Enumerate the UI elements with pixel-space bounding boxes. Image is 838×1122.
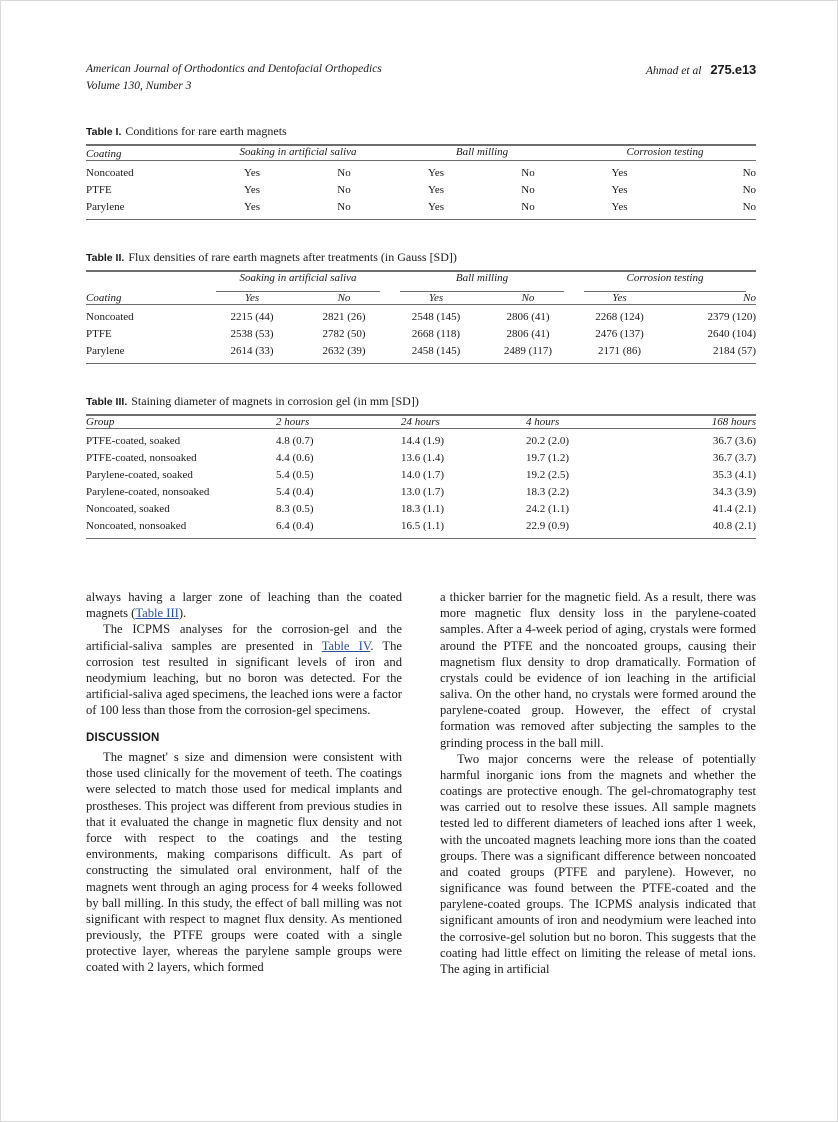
table-1-r2-c1: No [337, 200, 351, 213]
para2-text-b: . The corrosion test resulted in significant levels of iron and neodymium leaching, but no boron was detected. For the artificial-saliva aged specimens, the leached ions were a factor of 100 less than those from the corrosion-gel specimens. [86, 638, 402, 718]
table-2-r2-c4: 2171 (86) [597, 345, 642, 358]
table-3-r3-c1: 13.0 (1.7) [401, 486, 445, 499]
table-row [86, 160, 756, 181]
table-1-group-soaking: Soaking in artificial saliva [239, 146, 357, 159]
table-2-caption [86, 250, 756, 265]
table-2-block [86, 250, 756, 364]
table-3-r3-c0: 5.4 (0.4) [276, 486, 314, 499]
table-2-r1-c1: 2782 (50) [322, 328, 366, 341]
table-1-r0-c0: Yes [243, 166, 260, 179]
table-2-r2-coating: Parylene [86, 345, 125, 358]
table-3-body [86, 429, 756, 539]
table-2-title: Flux densities of rare earth magnets after treatments (in Gauss [SD]) [128, 249, 457, 264]
table-row [86, 429, 756, 450]
table-1-r0-c4: Yes [611, 166, 628, 179]
table-3-r0-c0: 4.8 (0.7) [276, 435, 314, 448]
table-2-r2-c3: 2489 (117) [503, 345, 553, 358]
table-3-r3-group: Parylene-coated, nonsoaked [86, 486, 210, 499]
table-1-r0-c5: No [742, 166, 757, 179]
table-2-r0-c2: 2548 (145) [411, 311, 461, 324]
table-3-col-group: Group [86, 416, 115, 429]
table-3-r4-group: Noncoated, soaked [86, 503, 170, 516]
table-3-r0-c3: 36.7 (3.6) [712, 435, 756, 448]
table-3-col-168h: 168 hours [711, 416, 756, 429]
table-2-stub-header: Coating [86, 292, 122, 305]
table-1 [86, 144, 756, 219]
table-3-r1-c0: 4.4 (0.6) [276, 452, 314, 465]
table-2-group-ballmilling [390, 271, 574, 292]
paragraph-discussion-1-cont: a thicker barrier for the magnetic field. As a result, there was more magnetic flux density loss in the parylene-coated samples. After a 4-week period of aging, crystals were formed around the PTFE and the noncoated groups, causing their magnetism flux density to drop dramatically. Formation of crystals could be evidence of ion leaching in the artificial saliva. On the other hand, no crystals were formed around the parylene-coated group. However, the effect of crystal formation was removed after subjecting the samples to the grinding process in the ball mill. [440, 590, 756, 750]
table-2-subheader-row [86, 292, 756, 305]
paragraph-discussion-2: Two major concerns were the release of potentially harmful inorganic ions from the magnets and whether the coatings are protective enough. The gel-chromatography test was carried out to resolve these issues. All sample magnets tested led to different diameters of leached ions after 1 week, with the uncoated magnets leaching more ions than the coated groups. There was a significant difference between noncoated and coated groups (PTFE and parylene). However, no significance was found between the PTFE-coated and the parylene-coated groups. The ICPMS analysis indicated that significant amounts of iron and neodymium were leached into the corrosive-gel solution but no boron. This suggests that the coating had little effect on limiting the release of metal ions. The aging in artificial [440, 751, 756, 976]
table-4-crossref-link[interactable]: Table IV [321, 638, 371, 653]
table-3-header-row [86, 415, 756, 429]
table-1-r1-c2: Yes [427, 183, 444, 196]
table-2-r0-c4: 2268 (124) [595, 311, 644, 324]
table-1-caption [86, 124, 756, 139]
table-2-r1-c2: 2668 (118) [411, 328, 461, 341]
table-1-r0-coating: Noncoated [86, 166, 134, 179]
table-2-r1-c0: 2538 (53) [230, 328, 274, 341]
table-2-r1-coating: PTFE [86, 328, 112, 341]
table-3-r4-c0: 8.3 (0.5) [276, 503, 314, 516]
table-2-sub-0: Yes [244, 292, 260, 305]
table-3-r0-c2: 20.2 (2.0) [526, 435, 570, 448]
table-2-r2-c0: 2614 (33) [230, 345, 274, 358]
table-1-r1-c1: No [337, 183, 351, 196]
table-1-stub-header: Coating [86, 147, 122, 160]
section-heading-discussion: DISCUSSION [86, 732, 160, 745]
paragraph-discussion-1: The magnet' s size and dimension were consistent with those used clinically for the movement of teeth. The coatings were selected to match those used for medical implants and prostheses. This project was different from previous studies in that it evaluated the change in magnetic flux density and not force with respect to the coatings and the testing environments, making comparisons difficult. As part of constructing the simulated oral environment, half of the magnets went through an aging process for 4 weeks followed by ball milling. In this study, the effect of ball milling was not significant with respect to magnet flux density. As mentioned previously, the PTFE groups were coated with a single protective layer, whereas the parylene sample groups were coated with 2 layers, which formed [86, 750, 402, 975]
table-2-r1-c5: 2640 (104) [707, 328, 757, 341]
table-row [86, 467, 756, 484]
table-3 [86, 414, 756, 539]
table-2-r1-c3: 2806 (41) [506, 328, 550, 341]
paragraph-icpms [86, 621, 402, 718]
table-1-number: Table I. [86, 126, 122, 139]
table-row [86, 198, 756, 219]
table-1-r1-c5: No [742, 183, 757, 196]
table-row [86, 326, 756, 343]
table-3-r2-group: Parylene-coated, soaked [86, 469, 193, 482]
para1-text-b: ). [178, 606, 187, 621]
table-3-r2-c0: 5.4 (0.5) [276, 469, 314, 482]
table-1-group-corrosion: Corrosion testing [626, 146, 704, 159]
table-2-r0-coating: Noncoated [86, 311, 134, 324]
table-3-r4-c1: 18.3 (1.1) [401, 503, 445, 516]
table-3-title: Staining diameter of magnets in corrosion gel (in mm [SD]) [131, 394, 419, 409]
column-right [440, 589, 756, 1059]
table-1-r2-coating: Parylene [86, 200, 125, 213]
page-number: 275.e13 [710, 62, 756, 77]
table-3-col-24h: 24 hours [401, 416, 440, 429]
table-2-r2-c2: 2458 (145) [411, 345, 461, 358]
page-content [86, 61, 756, 539]
authors-citation: Ahmad et al [645, 65, 702, 77]
table-2-group-corrosion-label: Corrosion testing [626, 271, 704, 284]
table-1-r0-c3: No [521, 166, 535, 179]
paragraph-continuation [86, 589, 402, 621]
table-1-r0-c2: Yes [427, 166, 444, 179]
table-1-r2-c5: No [742, 200, 757, 213]
table-3-r1-c1: 13.6 (1.4) [401, 452, 445, 465]
table-2-group-soaking-label: Soaking in artificial saliva [239, 271, 357, 284]
table-3-r1-c2: 19.7 (1.2) [526, 452, 570, 465]
table-3-col-4h: 4 hours [526, 416, 560, 429]
table-3-col-2h: 2 hours [276, 416, 310, 429]
table-3-r0-group: PTFE-coated, soaked [86, 435, 181, 448]
table-3-r5-group: Noncoated, nonsoaked [86, 520, 187, 533]
table-3-r2-c2: 19.2 (2.5) [526, 469, 570, 482]
table-1-r1-c4: Yes [611, 183, 628, 196]
table-1-foot [86, 219, 756, 220]
table-2-sub-4: Yes [612, 292, 627, 305]
table-row [86, 305, 756, 326]
table-2-r0-c5: 2379 (120) [707, 311, 757, 324]
table-row [86, 450, 756, 467]
table-2-body [86, 305, 756, 364]
table-2-r0-c3: 2806 (41) [506, 311, 550, 324]
journal-info [86, 61, 382, 94]
table-row [86, 501, 756, 518]
table-1-group-ballmilling: Ball milling [455, 146, 509, 159]
table-2-sub-1: No [337, 292, 351, 305]
column-left [86, 589, 402, 1059]
table-1-r1-c0: Yes [243, 183, 260, 196]
page-identifier [646, 61, 756, 80]
table-3-r3-c2: 18.3 (2.2) [526, 486, 570, 499]
table-2-r2-c5: 2184 (57) [712, 345, 757, 358]
table-2-r0-c1: 2821 (26) [322, 311, 366, 324]
table-3-r4-c2: 24.2 (1.1) [526, 503, 570, 516]
para1-text-a: always having a larger zone of leaching than the coated magnets ( [86, 590, 402, 621]
table-1-body [86, 160, 756, 219]
table-3-r1-group: PTFE-coated, nonsoaked [86, 452, 197, 465]
table-row [86, 518, 756, 539]
table-1-r2-c4: Yes [611, 200, 628, 213]
body-text [86, 589, 756, 1059]
table-row [86, 484, 756, 501]
table-2-r1-c4: 2476 (137) [595, 328, 644, 341]
table-1-r2-c2: Yes [427, 200, 444, 213]
table-3-caption [86, 394, 756, 409]
table-1-title: Conditions for rare earth magnets [125, 124, 287, 139]
table-2-foot [86, 364, 756, 365]
table-3-number: Table III. [86, 396, 128, 409]
table-3-r2-c1: 14.0 (1.7) [401, 469, 445, 482]
table-row [86, 181, 756, 198]
table-3-r5-c2: 22.9 (0.9) [526, 520, 570, 533]
table-2-sub-2: Yes [428, 292, 444, 305]
table-1-r2-c3: No [521, 200, 535, 213]
table-3-foot [86, 539, 756, 540]
table-3-r5-c1: 16.5 (1.1) [401, 520, 445, 533]
table-3-r5-c3: 40.8 (2.1) [712, 520, 756, 533]
table-2 [86, 270, 756, 364]
running-head [86, 61, 756, 94]
table-2-r0-c0: 2215 (44) [230, 311, 274, 324]
table-2-sub-3: No [521, 292, 535, 305]
table-2-group-ballmilling-label: Ball milling [455, 271, 509, 284]
table-2-sub-5: No [743, 292, 757, 305]
table-3-r4-c3: 41.4 (2.1) [712, 503, 756, 516]
table-1-r1-c3: No [521, 183, 535, 196]
table-3-r3-c3: 34.3 (3.9) [712, 486, 756, 499]
table-1-r0-c1: No [337, 166, 351, 179]
table-row [86, 343, 756, 364]
table-1-r2-c0: Yes [243, 200, 260, 213]
table-3-r0-c1: 14.4 (1.9) [401, 435, 445, 448]
table-3-r5-c0: 6.4 (0.4) [276, 520, 314, 533]
table-1-group-header-row [86, 145, 756, 160]
table-3-r1-c3: 36.7 (3.7) [712, 452, 756, 465]
table-2-r2-c1: 2632 (39) [322, 345, 366, 358]
table-3-block [86, 394, 756, 539]
table-3-crossref-link[interactable]: Table III [135, 606, 179, 621]
journal-title: American Journal of Orthodontics and Dentofacial Orthopedics [86, 63, 382, 75]
table-1-r1-coating: PTFE [86, 183, 112, 196]
table-2-group-header-row [86, 271, 756, 292]
table-2-group-soaking [206, 271, 390, 292]
table-2-number: Table II. [86, 251, 125, 264]
table-2-group-corrosion [574, 271, 756, 292]
table-1-block [86, 124, 756, 219]
table-3-r2-c3: 35.3 (4.1) [712, 469, 756, 482]
journal-volume: Volume 130, Number 3 [86, 79, 192, 92]
para2-text-a: The ICPMS analyses for the corrosion-gel and the artificial-saliva samples are presented in [86, 622, 402, 653]
